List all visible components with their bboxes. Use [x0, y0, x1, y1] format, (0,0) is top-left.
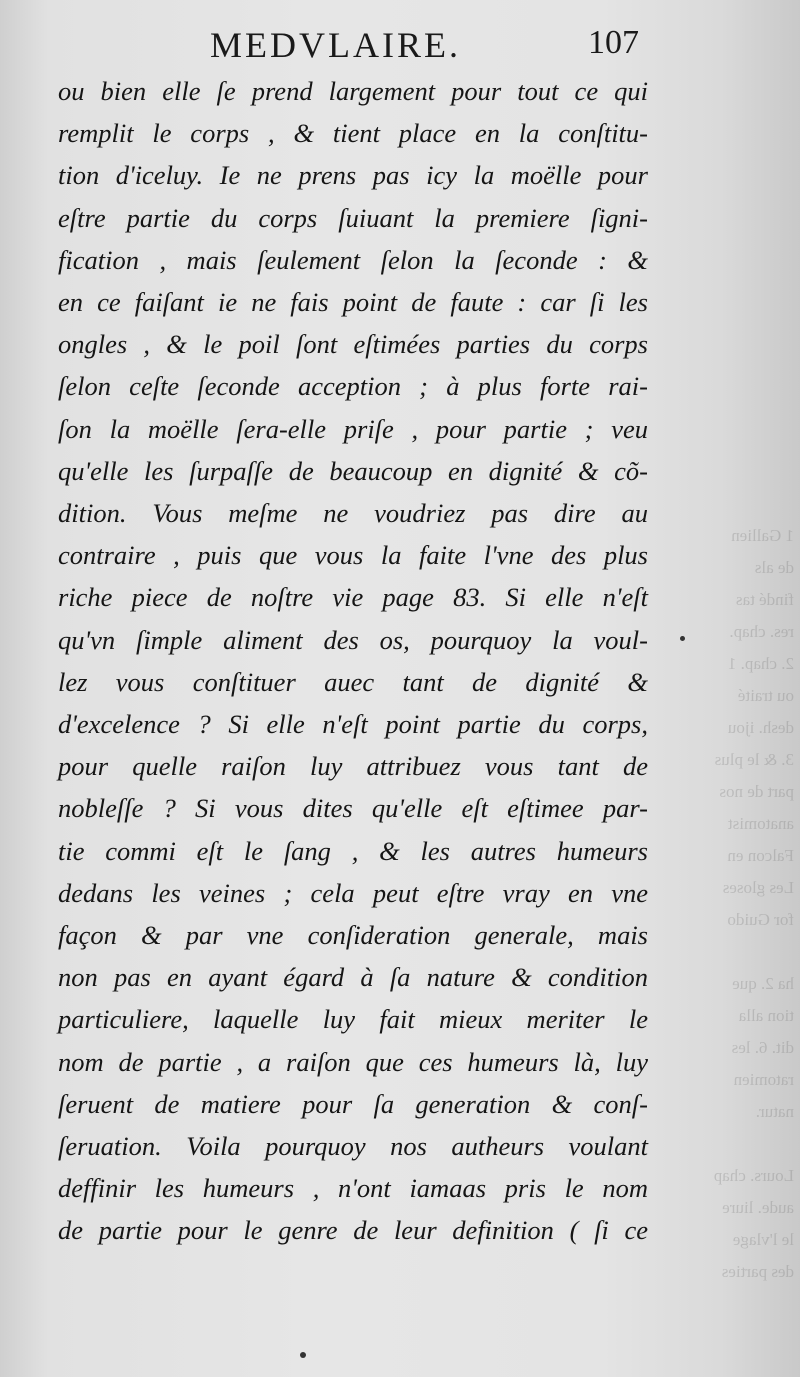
text-line: dedans les veines ; cela peut eſtre vray en vne: [58, 877, 648, 908]
show-through-text: 1 Gallien de als findé tas res. chap. 2. chap. 1 ou traité desh. ijou 3. & le plus part de nos anatomist Falcon en Les gloses for Guido ha 2. que tion alla dit. 6. les ratomien natur. Lours. chap aude. liure le l'vlage des parties: [713, 526, 794, 1281]
page-number: 107: [588, 24, 639, 61]
text-line: tion d'iceluy. Ie ne prens pas icy la moëlle pour: [58, 160, 648, 191]
text-line: lez vous conſtituer auec tant de dignité &: [58, 666, 648, 697]
text-line: façon & par vne conſideration generale, mais: [58, 920, 648, 951]
text-line: de partie pour le genre de leur definition ( ſi ce: [58, 1215, 648, 1246]
text-line: tie commi eſt le ſang , & les autres humeurs: [58, 835, 648, 866]
text-line: contraire , puis que vous la faite l'vne des plus: [58, 540, 648, 571]
text-line: qu'vn ſimple aliment des os, pourquoy la voul-: [58, 624, 648, 655]
text-line: remplit le corps , & tient place en la conſtitu-: [58, 118, 648, 149]
text-line: en ce faiſant ie ne fais point de faute : car ſi les: [58, 287, 648, 318]
text-line: deffinir les humeurs , n'ont iamaas pris le nom: [58, 1173, 648, 1204]
text-line: nom de partie , a raiſon que ces humeurs là, luy: [58, 1046, 648, 1077]
text-line: ſon la moëlle ſera-elle priſe , pour partie ; veu: [58, 413, 648, 444]
text-line: ſeruation. Voila pourquoy nos autheurs voulant: [58, 1131, 648, 1162]
paper-speck: [680, 636, 685, 641]
running-head: MEDVLAIRE.: [210, 25, 461, 65]
text-line: pour quelle raiſon luy attribuez vous tant de: [58, 751, 648, 782]
text-line: ſelon ceſte ſeconde acception ; à plus forte rai-: [58, 371, 648, 402]
text-line: dition. Vous meſme ne voudriez pas dire au: [58, 498, 648, 529]
text-line: ſeruent de matiere pour ſa generation & conſ-: [58, 1088, 648, 1119]
body-text: [58, 70, 648, 1252]
text-line: qu'elle les ſurpaſſe de beaucoup en dignité & cõ-: [58, 455, 648, 486]
paper-speck: [300, 1352, 306, 1358]
page-header: [0, 22, 800, 72]
text-line: eſtre partie du corps ſuiuant la premiere ſigni-: [58, 202, 648, 233]
text-line: d'excelence ? Si elle n'eſt point partie du corps,: [58, 709, 648, 740]
text-line: non pas en ayant égard à ſa nature & condition: [58, 962, 648, 993]
text-line: fication , mais ſeulement ſelon la ſeconde : &: [58, 244, 648, 275]
text-line: ou bien elle ſe prend largement pour tout ce qui: [58, 76, 648, 106]
text-line: riche piece de noſtre vie page 83. Si elle n'eſt: [58, 582, 648, 613]
text-line: ongles , & le poil ſont eſtimées parties du corps: [58, 329, 648, 360]
text-line: nobleſſe ? Si vous dites qu'elle eſt eſtimee par-: [58, 793, 648, 824]
text-line: particuliere, laquelle luy fait mieux meriter le: [58, 1004, 648, 1035]
